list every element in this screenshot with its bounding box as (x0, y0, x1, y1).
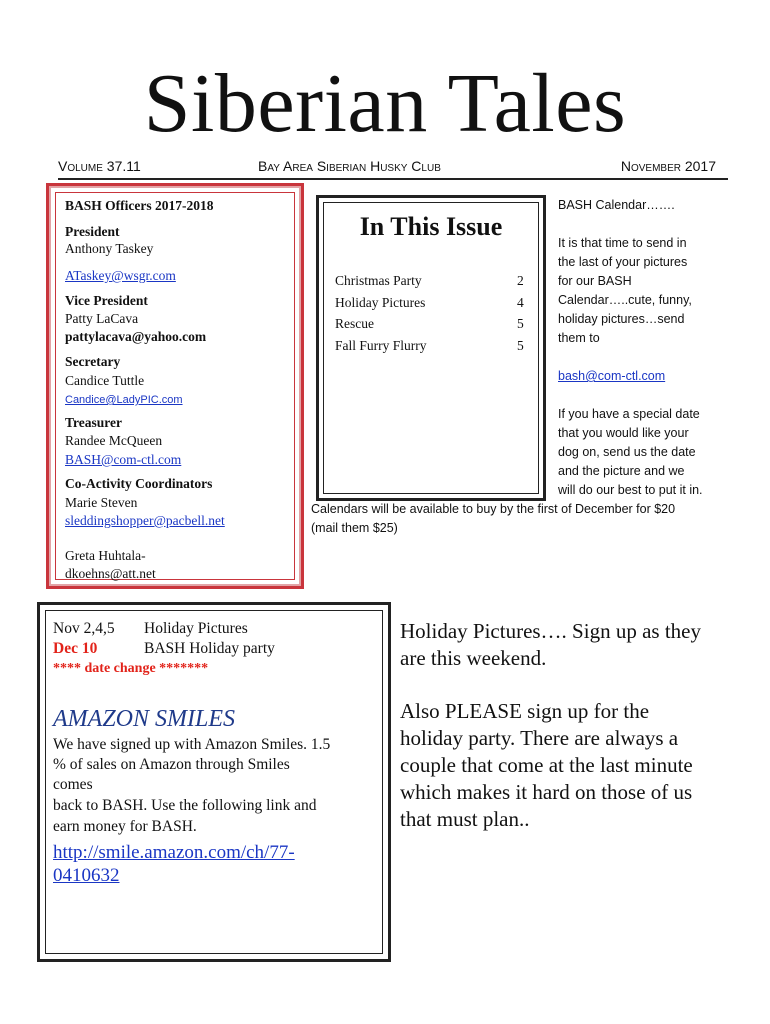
amazon-text-line: back to BASH. Use the following link and (53, 797, 317, 814)
calendar-heading: BASH Calendar……. (558, 198, 675, 212)
toc-title: In This Issue (359, 212, 503, 241)
toc-item-page: 5 (517, 338, 524, 353)
amazon-text-line: earn money for BASH. (53, 818, 197, 835)
club-name: Bay Area Siberian Husky Club (258, 158, 441, 174)
amazon-text-line: We have signed up with Amazon Smiles. 1.5 (53, 736, 331, 753)
calendar-p2-line: that you would like your (558, 426, 689, 440)
calendar-p2-line: If you have a special date (558, 407, 700, 421)
holiday-p1-line: are this weekend. (400, 646, 547, 670)
event-date: Nov 2,4,5 (53, 620, 115, 637)
calendar-p1-line: holiday pictures…send (558, 312, 685, 326)
calendar-p2-line: dog on, send us the date (558, 445, 696, 459)
in-this-issue-box (316, 195, 546, 501)
toc-item-page: 5 (517, 316, 524, 331)
calendar-p2-line: and the picture and we (558, 464, 685, 478)
toc-item-page: 2 (517, 273, 524, 288)
amazon-smile-link[interactable]: http://smile.amazon.com/ch/77- (53, 842, 295, 863)
toc-item-label: Holiday Pictures (335, 295, 426, 310)
coactivity-title: Co-Activity Coordinators (65, 476, 213, 491)
president-title: President (65, 224, 120, 239)
toc-item-label: Christmas Party (335, 273, 422, 288)
coactivity-email-link[interactable]: sleddingshopper@pacbell.net (65, 513, 225, 528)
amazon-text-line: % of sales on Amazon through Smiles (53, 756, 290, 773)
amazon-smiles-title: AMAZON SMILES (53, 706, 235, 732)
vp-email: pattylacava@yahoo.com (65, 329, 207, 344)
amazon-smile-link[interactable]: 0410632 (53, 865, 120, 886)
issue-bar (58, 156, 728, 180)
calendar-p1-line: It is that time to send in (558, 236, 687, 250)
coactivity-name-1: Marie Steven (65, 495, 138, 510)
holiday-p2-line: that must plan.. (400, 807, 530, 831)
volume-label: Volume 37.11 (58, 158, 141, 174)
officers-box (46, 183, 304, 589)
event-name: BASH Holiday party (144, 640, 275, 657)
president-name: Anthony Taskey (65, 241, 154, 256)
calendar-p1-line: the last of your pictures (558, 255, 688, 269)
secretary-email-link[interactable]: Candice@LadyPIC.com (65, 394, 183, 406)
coactivity-email-2: dkoehns@att.net (65, 566, 156, 581)
secretary-title: Secretary (65, 354, 121, 369)
event-date-highlight: Dec 10 (53, 640, 98, 657)
newsletter-title: Siberian Tales (143, 57, 627, 150)
holiday-p1-line: Holiday Pictures…. Sign up as they (400, 619, 701, 643)
calendar-email-link[interactable]: bash@com-ctl.com (558, 369, 666, 383)
toc-item-label: Fall Furry Flurry (335, 338, 427, 353)
holiday-p2-line: Also PLEASE sign up for the (400, 699, 650, 723)
coactivity-name-2: Greta Huhtala- (65, 548, 146, 563)
secretary-name: Candice Tuttle (65, 373, 145, 388)
vp-title: Vice President (65, 293, 148, 308)
amazon-text-line: comes (53, 776, 93, 793)
issue-date: November 2017 (620, 158, 716, 174)
calendar-p1-line: Calendar…..cute, funny, (558, 293, 692, 307)
holiday-p2-line: which makes it hard on those of us (400, 780, 693, 804)
officers-heading: BASH Officers 2017-2018 (65, 198, 214, 213)
president-email-link[interactable]: ATaskey@wsgr.com (65, 268, 176, 283)
calendar-p1-line: them to (558, 331, 600, 345)
toc-item-page: 4 (517, 295, 524, 310)
calendar-p1-line: for our BASH (558, 274, 632, 288)
holiday-p2-line: couple that come at the last minute (400, 753, 693, 777)
calendar-price-line: Calendars will be available to buy by the first of December for $20 (311, 502, 676, 516)
vp-name: Patty LaCava (65, 311, 139, 326)
events-amazon-box (37, 602, 391, 962)
treasurer-email-link[interactable]: BASH@com-ctl.com (65, 452, 182, 467)
treasurer-name: Randee McQueen (65, 433, 163, 448)
calendar-price-line: (mail them $25) (311, 521, 398, 535)
toc-item-label: Rescue (335, 316, 374, 331)
date-change-notice: **** date change ******* (53, 661, 209, 676)
treasurer-title: Treasurer (65, 415, 122, 430)
holiday-p2-line: holiday party. There are always a (400, 726, 679, 750)
event-name: Holiday Pictures (144, 620, 248, 637)
calendar-p2-line: will do our best to put it in. (558, 483, 703, 497)
